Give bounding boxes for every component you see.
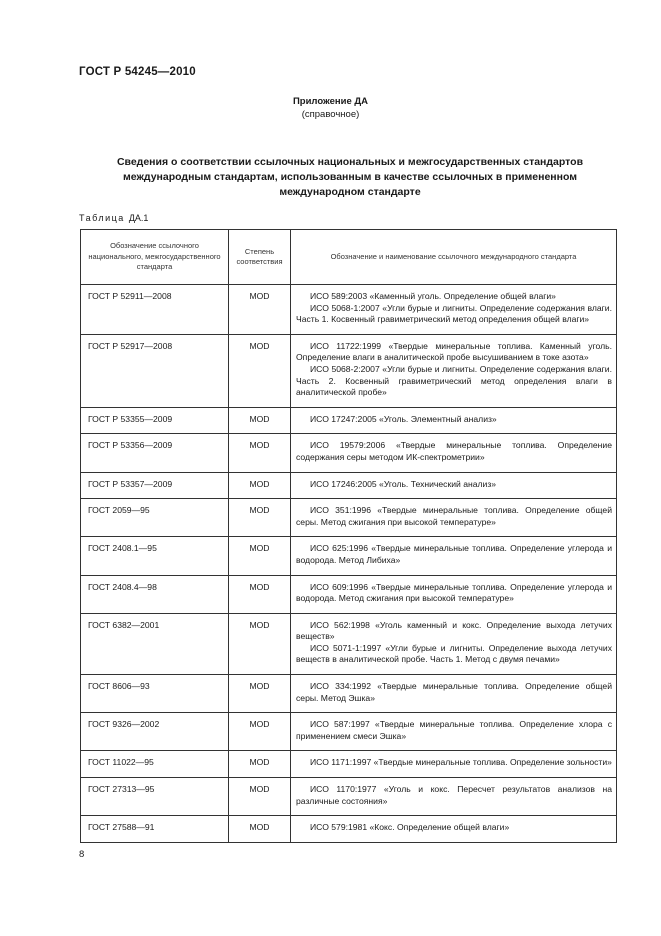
degree-cell: MOD bbox=[229, 751, 291, 778]
national-standard-cell: ГОСТ Р 53356—2009 bbox=[81, 434, 229, 472]
national-standard-cell: ГОСТ 2408.1—95 bbox=[81, 537, 229, 575]
degree-cell: MOD bbox=[229, 713, 291, 751]
international-standard-text: ИСО 17247:2005 «Уголь. Элементный анализ» bbox=[310, 413, 497, 424]
national-standard-cell: ГОСТ Р 52917—2008 bbox=[81, 334, 229, 407]
table-row bbox=[81, 751, 617, 778]
national-standard-cell: ГОСТ 8606—93 bbox=[81, 675, 229, 713]
degree-cell: MOD bbox=[229, 434, 291, 472]
international-standard-text: ИСО 19579:2006 «Твердые минеральные топлива. Определение содержания серы методом ИК-спектрометрии» bbox=[296, 440, 612, 462]
national-standard-cell: ГОСТ Р 53357—2009 bbox=[81, 472, 229, 499]
international-standard-text: ИСО 334:1992 «Твердые минеральные топлива. Определение общей серы. Метод Эшка» bbox=[296, 681, 612, 703]
international-standard-cell bbox=[291, 575, 617, 613]
national-standard-cell: ГОСТ 6382—2001 bbox=[81, 613, 229, 674]
table-caption-number: ДА.1 bbox=[128, 213, 149, 223]
international-standard-cell bbox=[291, 537, 617, 575]
table-row bbox=[81, 816, 617, 843]
table-row bbox=[81, 713, 617, 751]
international-standard-text: ИСО 5068-2:2007 «Угли бурые и лигниты. Определение содержания влаги. Часть 2. Косвенный гравиметрический метод определения влаги в аналитической пробе» bbox=[296, 363, 612, 398]
degree-cell: MOD bbox=[229, 334, 291, 407]
international-standard-cell bbox=[291, 613, 617, 674]
header-degree: Степень соответствия bbox=[229, 230, 291, 285]
international-standard-text: ИСО 17246:2005 «Уголь. Технический анализ» bbox=[310, 478, 497, 489]
page-number: 8 bbox=[79, 849, 85, 860]
international-standard-cell bbox=[291, 472, 617, 499]
table-row bbox=[81, 575, 617, 613]
international-standard-cell bbox=[291, 713, 617, 751]
table-row bbox=[81, 334, 617, 407]
international-standard-cell bbox=[291, 778, 617, 816]
international-standard-text: ИСО 1171:1997 «Твердые минеральные топлива. Определение зольности» bbox=[310, 757, 612, 768]
table-caption-label: Таблица bbox=[79, 213, 125, 223]
header-national-standard: Обозначение ссылочного национального, межгосударственного стандарта bbox=[81, 230, 229, 285]
degree-cell: MOD bbox=[229, 285, 291, 335]
table-row bbox=[81, 434, 617, 472]
table-row bbox=[81, 778, 617, 816]
national-standard-cell: ГОСТ 2059—95 bbox=[81, 499, 229, 537]
national-standard-cell: ГОСТ 27313—95 bbox=[81, 778, 229, 816]
international-standard-text: ИСО 5071-1:1997 «Угли бурые и лигниты. Определение выхода летучих веществ в аналитической пробе. Часть 1. Метод с двумя печами» bbox=[296, 642, 612, 665]
international-standard-text: ИСО 11722:1999 «Твердые минеральные топлива. Каменный уголь. Определение влаги в аналитической пробе высушиванием в токе азота» bbox=[296, 340, 612, 363]
standards-table bbox=[80, 229, 617, 843]
table-row bbox=[81, 285, 617, 335]
international-standard-cell bbox=[291, 751, 617, 778]
appendix-subtitle: (справочное) bbox=[301, 109, 360, 120]
table-row bbox=[81, 472, 617, 499]
international-standard-text: ИСО 579:1981 «Кокс. Определение общей влаги» bbox=[310, 822, 510, 833]
national-standard-cell: ГОСТ 9326—2002 bbox=[81, 713, 229, 751]
appendix-title: Приложение ДА bbox=[292, 96, 369, 107]
degree-cell: MOD bbox=[229, 575, 291, 613]
document-header: ГОСТ Р 54245—2010 bbox=[79, 66, 196, 78]
degree-cell: MOD bbox=[229, 407, 291, 434]
international-standard-text: ИСО 589:2003 «Каменный уголь. Определение общей влаги» bbox=[310, 291, 556, 301]
degree-cell: MOD bbox=[229, 778, 291, 816]
table-row bbox=[81, 499, 617, 537]
international-standard-text: ИСО 562:1998 «Уголь каменный и кокс. Определение выхода летучих веществ» bbox=[296, 619, 612, 642]
international-standard-text: ИСО 351:1996 «Твердые минеральные топлива. Определение общей серы. Метод сжигания при высокой температуре» bbox=[296, 505, 612, 527]
international-standard-text: ИСО 587:1997 «Твердые минеральные топлива. Определение хлора с применением смеси Эшка» bbox=[296, 719, 612, 741]
degree-cell: MOD bbox=[229, 816, 291, 843]
header-international-standard: Обозначение и наименование ссылочного международного стандарта bbox=[291, 230, 617, 285]
international-standard-text: ИСО 5068-1:2007 «Угли бурые и лигниты. Определение содержания влаги. Часть 1. Косвенный гравиметрический метод определения общей влаги» bbox=[296, 302, 612, 325]
table-row bbox=[81, 613, 617, 674]
table-caption bbox=[79, 213, 148, 223]
international-standard-cell bbox=[291, 334, 617, 407]
degree-cell: MOD bbox=[229, 675, 291, 713]
international-standard-cell bbox=[291, 499, 617, 537]
table-row bbox=[81, 537, 617, 575]
national-standard-cell: ГОСТ 11022—95 bbox=[81, 751, 229, 778]
appendix-heading bbox=[0, 95, 661, 121]
international-standard-cell bbox=[291, 434, 617, 472]
international-standard-cell bbox=[291, 407, 617, 434]
national-standard-cell: ГОСТ Р 52911—2008 bbox=[81, 285, 229, 335]
table-header-row bbox=[81, 230, 617, 285]
national-standard-cell: ГОСТ Р 53355—2009 bbox=[81, 407, 229, 434]
international-standard-cell bbox=[291, 675, 617, 713]
degree-cell: MOD bbox=[229, 537, 291, 575]
degree-cell: MOD bbox=[229, 613, 291, 674]
international-standard-cell bbox=[291, 816, 617, 843]
national-standard-cell: ГОСТ 27588—91 bbox=[81, 816, 229, 843]
national-standard-cell: ГОСТ 2408.4—98 bbox=[81, 575, 229, 613]
international-standard-text: ИСО 1170:1977 «Уголь и кокс. Пересчет результатов анализов на различные состояния» bbox=[296, 784, 612, 806]
international-standard-cell bbox=[291, 285, 617, 335]
international-standard-text: ИСО 609:1996 «Твердые минеральные топлива. Определение углерода и водорода. Метод сжигания при высокой температуре» bbox=[296, 581, 612, 604]
degree-cell: MOD bbox=[229, 499, 291, 537]
table-row bbox=[81, 675, 617, 713]
section-title: Сведения о соответствии ссылочных национальных и межгосударственных стандартов международным стандартам, использованным в качестве ссылочных в примененном международном стандарте bbox=[116, 156, 584, 198]
degree-cell: MOD bbox=[229, 472, 291, 499]
international-standard-text: ИСО 625:1996 «Твердые минеральные топлива. Определение углерода и водорода. Метод Либиха» bbox=[296, 543, 612, 565]
table-row bbox=[81, 407, 617, 434]
